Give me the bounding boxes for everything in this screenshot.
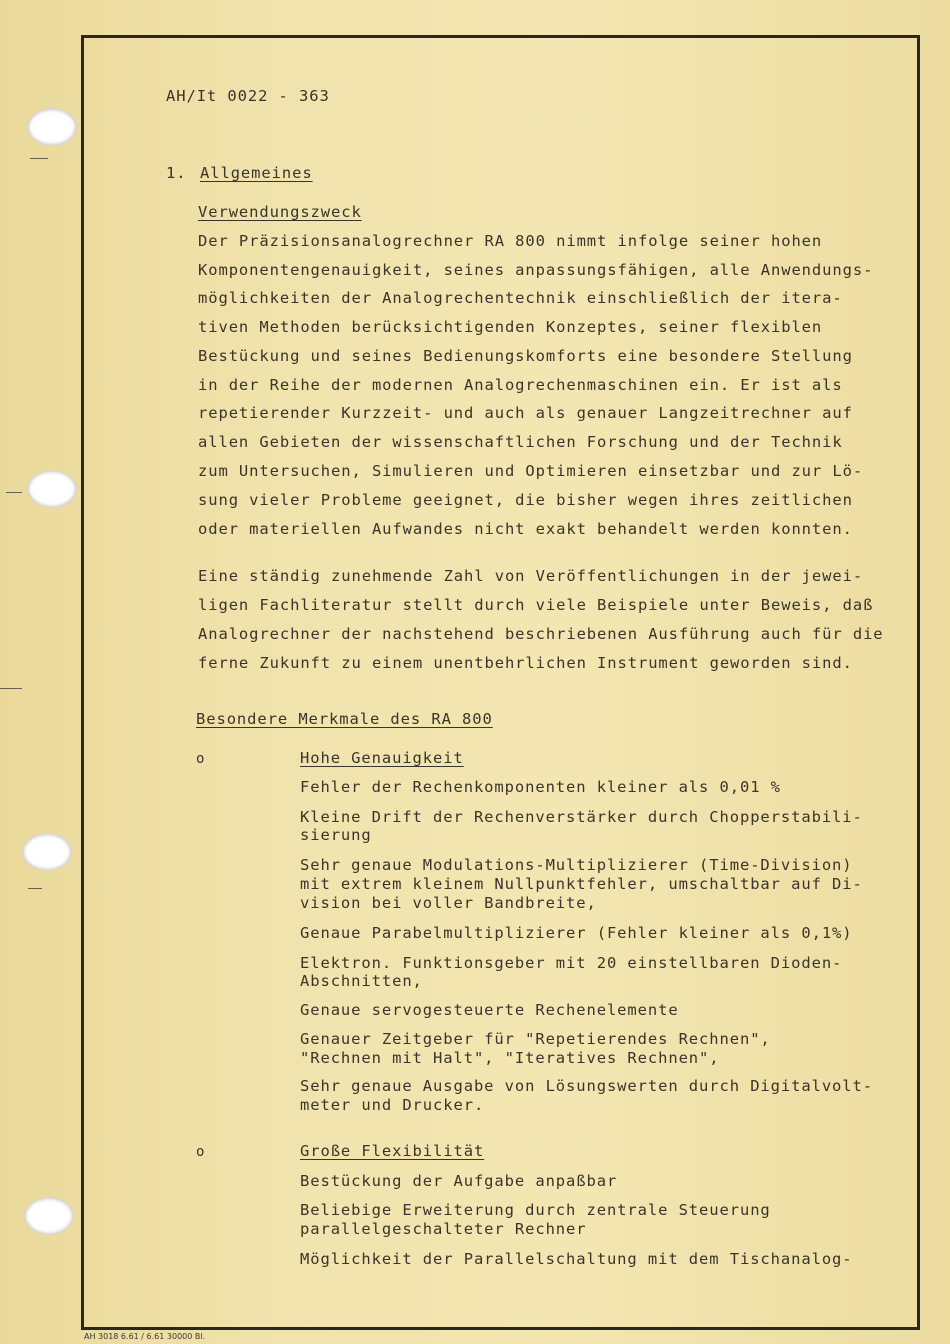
paragraph2-line: Eine ständig zunehmende Zahl von Veröffentlichungen in der jewei- [198,567,864,585]
paragraph1-line: Bestückung und seines Bedienungskomforts eine besondere Stellung [198,347,853,365]
paragraph1-line: Der Präzisionsanalogrechner RA 800 nimmt infolge seiner hohen [198,232,823,250]
feature-group-title: Hohe Genauigkeit [300,749,464,767]
paragraph1-line: oder materiellen Aufwandes nicht exakt behandelt werden konnten. [198,520,853,538]
feature-item: Fehler der Rechenkomponenten kleiner als 0,01 % [300,778,781,796]
paragraph1-line: möglichkeiten der Analogrechentechnik einschließlich der itera- [198,289,843,307]
feature-item: Möglichkeit der Parallelschaltung mit dem Tischanalog- [300,1250,853,1268]
margin-tick-1 [30,158,48,159]
section-number: 1. [166,164,187,182]
punch-hole-4 [24,1197,74,1235]
feature-item: Kleine Drift der Rechenverstärker durch Chopperstabili- [300,808,863,826]
purpose-heading: Verwendungszweck [198,203,362,221]
paragraph2-line: ferne Zukunft zu einem unentbehrlichen Instrument geworden sind. [198,654,853,672]
paragraph1-line: repetierender Kurzzeit- und auch als genauer Langzeitrechner auf [198,404,853,422]
margin-tick-3 [28,888,42,889]
fold-mark [0,688,22,689]
paragraph2-line: Analogrechner der nachstehend beschriebenen Ausführung auch für die [198,625,884,643]
feature-item: Sehr genaue Modulations-Multiplizierer (Time-Division) [300,856,853,874]
feature-item: Genauer Zeitgeber für "Repetierendes Rechnen", [300,1030,771,1048]
document-reference: AH/It 0022 - 363 [166,87,330,105]
feature-item: Genaue Parabelmultiplizierer (Fehler kleiner als 0,1%) [300,924,853,942]
paragraph1-line: Komponentengenauigkeit, seines anpassungsfähigen, alle Anwendungs- [198,261,874,279]
feature-item: sierung [300,826,372,844]
punch-hole-1 [27,108,77,146]
punch-hole-2 [27,470,77,508]
paragraph1-line: allen Gebieten der wissenschaftlichen Forschung und der Technik [198,433,843,451]
feature-item: parallelgeschalteter Rechner [300,1220,587,1238]
punch-hole-3 [22,833,72,871]
feature-item: Sehr genaue Ausgabe von Lösungswerten durch Digitalvolt- [300,1077,873,1095]
bullet-marker-2: o [196,1144,205,1160]
paragraph1-line: zum Untersuchen, Simulieren und Optimieren einsetzbar und zur Lö- [198,462,864,480]
bullet-marker-1: o [196,751,205,767]
feature-item: Genaue servogesteuerte Rechenelemente [300,1001,679,1019]
page-border-frame [81,35,920,1330]
feature-item: Elektron. Funktionsgeber mit 20 einstellbaren Dioden- [300,954,843,972]
paragraph1-line: tiven Methoden berücksichtigenden Konzeptes, seiner flexiblen [198,318,823,336]
paragraph1-line: sung vieler Probleme geeignet, die bisher wegen ihres zeitlichen [198,491,853,509]
section-title: Allgemeines [200,164,313,182]
feature-item: Beliebige Erweiterung durch zentrale Steuerung [300,1201,771,1219]
print-footer: AH 3018 6.61 / 6.61 30000 Bl. [84,1332,206,1341]
feature-item: mit extrem kleinem Nullpunktfehler, umschaltbar auf Di- [300,875,863,893]
feature-item: Abschnitten, [300,972,423,990]
feature-item: Bestückung der Aufgabe anpaßbar [300,1172,618,1190]
paragraph2-line: ligen Fachliteratur stellt durch viele Beispiele unter Beweis, daß [198,596,874,614]
feature-item: meter und Drucker. [300,1096,485,1114]
feature-item: "Rechnen mit Halt", "Iteratives Rechnen", [300,1049,720,1067]
paragraph1-line: in der Reihe der modernen Analogrechenmaschinen ein. Er ist als [198,376,843,394]
feature-group-title: Große Flexibilität [300,1142,485,1160]
features-heading: Besondere Merkmale des RA 800 [196,710,493,728]
feature-item: vision bei voller Bandbreite, [300,894,597,912]
margin-tick-2 [6,492,22,493]
